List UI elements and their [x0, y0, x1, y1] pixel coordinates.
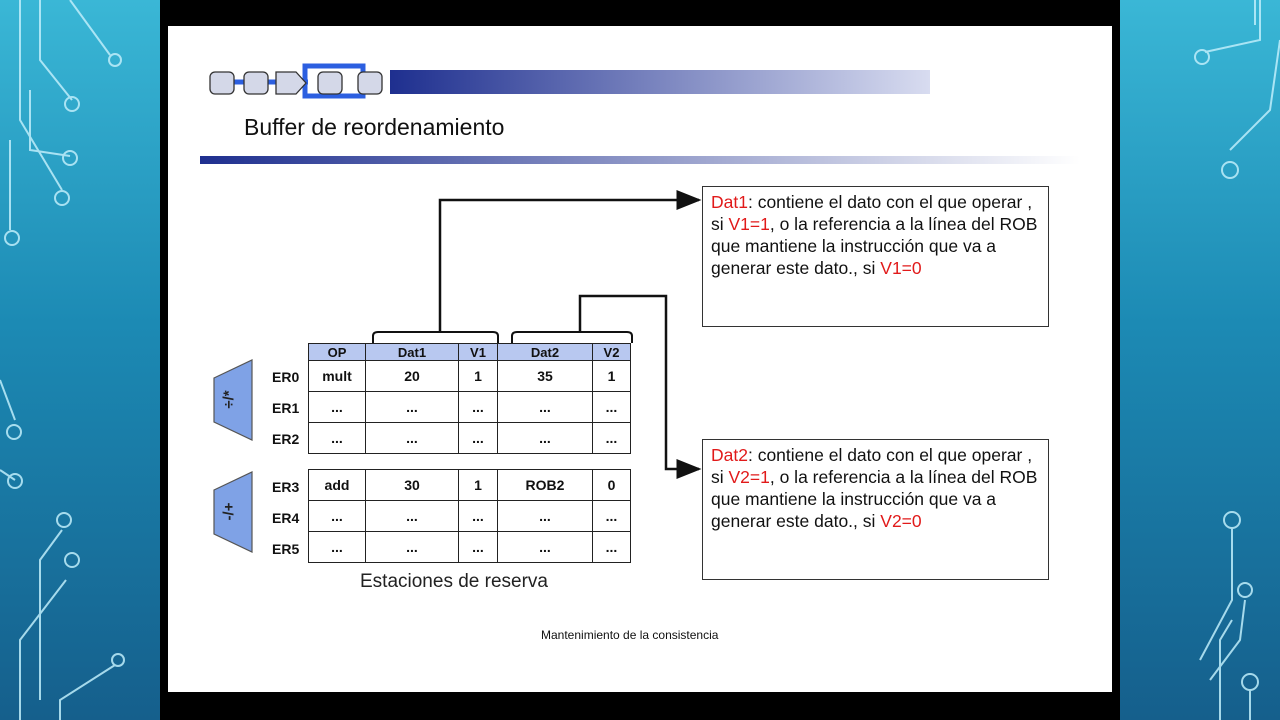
right-side-panel	[1120, 0, 1280, 720]
cell: add	[309, 470, 366, 501]
table-row	[309, 392, 631, 423]
cell: ...	[309, 423, 366, 454]
brace-dat2	[512, 332, 632, 343]
dat1-cond-invalid: V1=0	[880, 258, 922, 278]
slide	[168, 26, 1112, 692]
dat1-text-b: , o la referencia a la línea del ROB que mantiene la instrucción que va a generar este dato., si	[711, 214, 1038, 278]
cell: ...	[459, 392, 498, 423]
cell: ...	[459, 423, 498, 454]
cell: ...	[309, 501, 366, 532]
mul-div-symbol: ÷/*	[220, 390, 238, 409]
table-row	[309, 361, 631, 392]
dat2-text-a: : contiene el dato con el que operar , si	[711, 445, 1033, 487]
row-label: ER3	[272, 479, 300, 495]
table-row	[309, 470, 631, 501]
cell: ...	[309, 532, 366, 563]
slide-footer: Mantenimiento de la consistencia	[541, 628, 719, 642]
header-v1: V1	[459, 344, 498, 361]
title-banner	[390, 70, 930, 94]
header-dat2: Dat2	[498, 344, 593, 361]
cell: ...	[593, 501, 631, 532]
row-label: ER2	[272, 431, 300, 447]
cell: 1	[459, 361, 498, 392]
cell: ...	[498, 423, 593, 454]
table-row	[309, 423, 631, 454]
dat2-cond-invalid: V2=0	[880, 511, 922, 531]
dat1-term: Dat1	[711, 192, 748, 212]
circuit-decoration-right	[1120, 0, 1280, 720]
reservation-table-muldiv	[308, 343, 631, 454]
dat2-term: Dat2	[711, 445, 748, 465]
cell: 0	[593, 470, 631, 501]
dat1-text-a: : contiene el dato con el que operar , si	[711, 192, 1033, 234]
cell: 35	[498, 361, 593, 392]
cell: 20	[366, 361, 459, 392]
cell: ...	[498, 532, 593, 563]
cell: ...	[366, 501, 459, 532]
dat1-cond-valid: V1=1	[728, 214, 770, 234]
left-side-panel	[0, 0, 160, 720]
row-label: ER1	[272, 400, 300, 416]
title-underline	[200, 156, 1080, 164]
cell: ...	[459, 532, 498, 563]
cell: ...	[459, 501, 498, 532]
dat2-text-b: , o la referencia a la línea del ROB que mantiene la instrucción que va a generar este dato., si	[711, 467, 1038, 531]
cell: ...	[593, 532, 631, 563]
cell: ...	[366, 423, 459, 454]
cell: 1	[593, 361, 631, 392]
cell: mult	[309, 361, 366, 392]
circuit-decoration-left	[0, 0, 160, 720]
header-dat1: Dat1	[366, 344, 459, 361]
row-label: ER4	[272, 510, 300, 526]
cell: ...	[309, 392, 366, 423]
cell: ...	[593, 423, 631, 454]
slide-title: Buffer de reordenamiento	[244, 114, 505, 140]
add-sub-symbol: -/+	[220, 502, 238, 521]
reservation-table-addsub	[308, 469, 631, 563]
dat2-info-box	[702, 439, 1049, 580]
cell: ...	[498, 392, 593, 423]
table-row	[309, 532, 631, 563]
row-label: ER5	[272, 541, 300, 557]
row-label: ER0	[272, 369, 300, 385]
cell: ...	[593, 392, 631, 423]
dat2-cond-valid: V2=1	[728, 467, 770, 487]
header-op: OP	[309, 344, 366, 361]
header-v2: V2	[593, 344, 631, 361]
brace-dat1	[373, 332, 498, 343]
table-caption: Estaciones de reserva	[360, 571, 548, 592]
dat1-info-box	[702, 186, 1049, 327]
cell: ...	[366, 392, 459, 423]
table-row	[309, 501, 631, 532]
cell: ...	[366, 532, 459, 563]
cell: ROB2	[498, 470, 593, 501]
cell: ...	[498, 501, 593, 532]
arrow-dat1	[440, 200, 699, 332]
cell: 1	[459, 470, 498, 501]
cell: 30	[366, 470, 459, 501]
pipeline-logo-icon	[210, 66, 382, 96]
